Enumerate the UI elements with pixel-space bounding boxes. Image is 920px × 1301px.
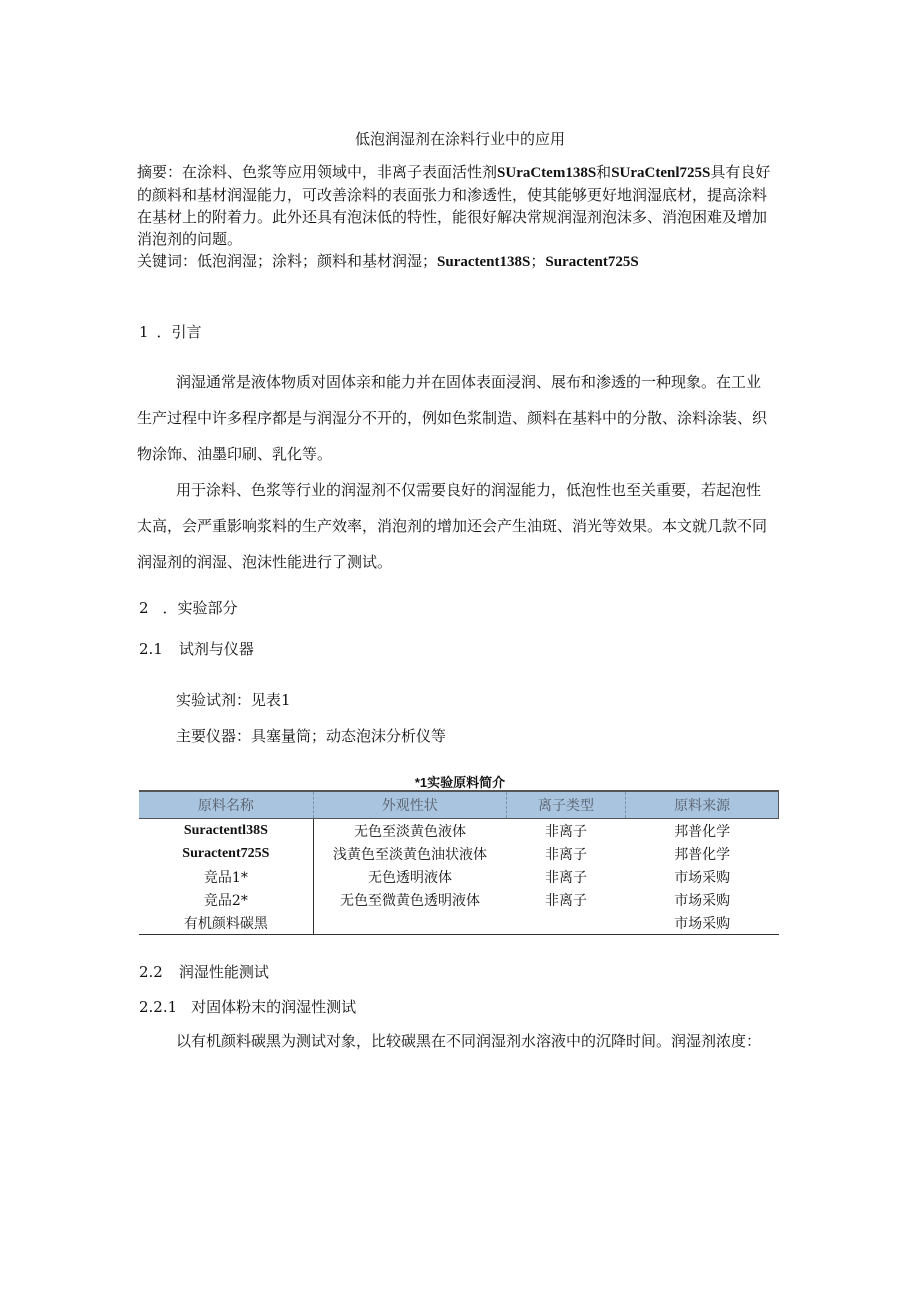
- keywords: 关键词：低泡润湿；涂料；颜料和基材润湿；Suractent138S；Suractent725S: [137, 252, 639, 270]
- cell-appearance: 无色至淡黄色液体: [353, 823, 466, 840]
- abstract-line-1: 摘要：在涂料、色浆等应用领域中，非离子表面活性剂SUraCtem138S和SUraCtenl725S具有良好: [137, 163, 771, 181]
- cell-source: 市场采购: [674, 869, 731, 886]
- product-b-name: SUraCtenl725S: [611, 165, 711, 181]
- cell-name: 竞品1*: [139, 865, 313, 888]
- cell-source: 市场采购: [626, 911, 779, 935]
- document-title: 低泡润湿剂在涂料行业中的应用: [354, 130, 565, 148]
- table-caption: *1实验原料简介: [414, 775, 506, 790]
- materials-table: [139, 790, 779, 935]
- cell-source: 市场采购: [674, 892, 731, 909]
- abstract-line-2: 的颜料和基材润湿能力，可改善涂料的表面张力和渗透性，使其能够更好地润湿底材，提高涂料: [137, 186, 768, 204]
- intro-para1-line2: 生产过程中许多程序都是与润湿分不开的，例如色浆制造、颜料在基料中的分散、涂料涂装、织: [137, 409, 768, 427]
- section-2-2-heading: 2.2 润湿性能测试: [139, 963, 269, 981]
- cell-name: 竞品2*: [139, 888, 313, 911]
- table-row: [139, 911, 779, 935]
- abstract: [137, 161, 785, 273]
- section-2-1-heading: 2.1 试剂与仪器: [139, 640, 254, 658]
- reagents-line: 实验试剂：见表1: [176, 691, 291, 709]
- header-ion-type: 离子类型: [506, 791, 626, 819]
- cell-ion-type: 非离子: [545, 892, 588, 909]
- cell-ion-type: 非离子: [545, 823, 588, 840]
- section-2-2-1-heading: 2.2.1 对固体粉末的润湿性测试: [139, 998, 357, 1016]
- table-row: [139, 888, 779, 911]
- cell-name: 有机颜料碳黑: [139, 911, 313, 935]
- table-header-row: [139, 791, 779, 819]
- header-appearance: 外观性状: [313, 791, 506, 819]
- product-a-name: SUraCtem138S: [497, 165, 597, 181]
- cell-ion-type: 非离子: [545, 846, 588, 863]
- abstract-line-4: 消泡剂的问题。: [137, 230, 243, 248]
- cell-appearance: 无色至微黄色透明液体: [339, 892, 480, 909]
- cell-appearance: 浅黄色至淡黄色油状液体: [332, 846, 487, 863]
- cell-ion-type: [506, 911, 626, 935]
- intro-para1-line3: 物涂饰、油墨印刷、乳化等。: [137, 445, 333, 463]
- intro-para2-line2: 太高，会严重影响浆料的生产效率，消泡剂的增加还会产生油斑、消光等效果。本文就几款不同: [137, 517, 768, 535]
- table-row: [139, 842, 779, 865]
- cell-appearance: 无色透明液体: [367, 869, 452, 886]
- header-name: 原料名称: [139, 791, 313, 819]
- cell-appearance: [313, 911, 506, 935]
- section-2-2-1-paragraph: 以有机颜料碳黑为测试对象，比较碳黑在不同润湿剂水溶液中的沉降时间。润湿剂浓度：: [176, 1032, 762, 1050]
- cell-name: Suractentl38S: [139, 819, 313, 843]
- table-row: [139, 865, 779, 888]
- intro-para2-line3: 润湿剂的润湿、泡沫性能进行了测试。: [137, 553, 393, 571]
- cell-name: Suractent725S: [139, 842, 313, 865]
- cell-source: 邦普化学: [674, 846, 731, 863]
- section-2-heading: 2 ．实验部分: [139, 599, 238, 617]
- section-1-heading: 1 ．引言: [139, 323, 202, 341]
- cell-source: 邦普化学: [674, 823, 731, 840]
- instruments-line: 主要仪器：具塞量筒；动态泡沫分析仪等: [176, 727, 447, 745]
- header-source: 原料来源: [626, 791, 779, 819]
- intro-para1-line1: 润湿通常是液体物质对固体亲和能力并在固体表面浸润、展布和渗透的一种现象。在工业: [176, 373, 762, 391]
- intro-para2-line1: 用于涂料、色浆等行业的润湿剂不仅需要良好的润湿能力，低泡性也至关重要，若起泡性: [176, 481, 762, 499]
- cell-ion-type: 非离子: [545, 869, 588, 886]
- abstract-line-3: 在基材上的附着力。此外还具有泡沫低的特性，能很好解决常规润湿剂泡沫多、消泡困难及增加: [137, 208, 768, 226]
- table-row: [139, 819, 779, 843]
